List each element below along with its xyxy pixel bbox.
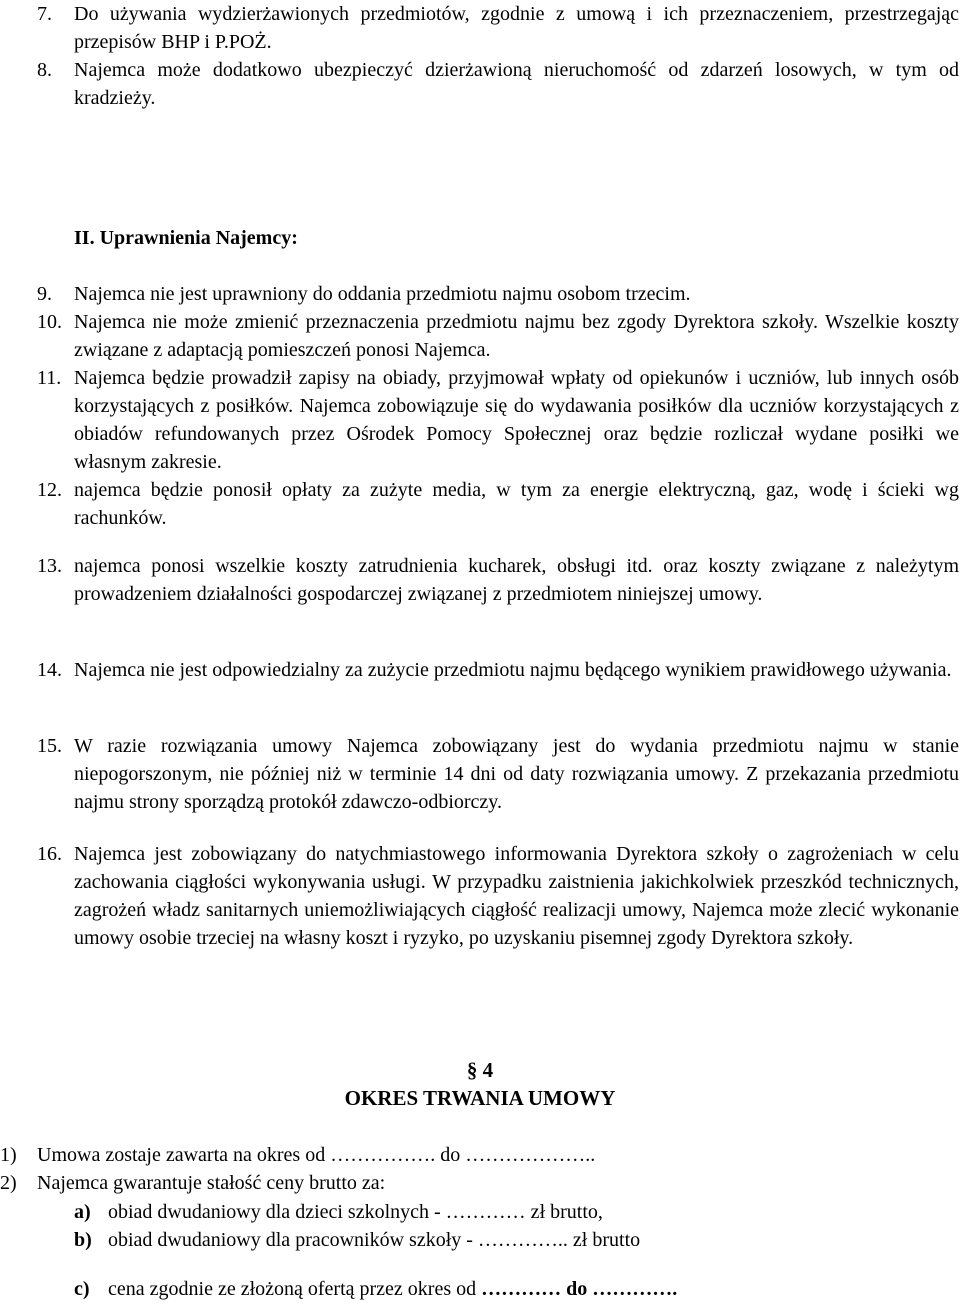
item-text: najemca będzie ponosił opłaty za zużyte media, w tym za energie elektryczną, gaz, wodę i ścieki wg rachunków.	[74, 479, 959, 529]
list-item-12	[37, 476, 959, 532]
item-text: Do używania wydzierżawionych przedmiotów, zgodnie z umową i ich przeznaczeniem, przestrzegając przepisów BHP i P.POŻ.	[74, 3, 959, 53]
price-text-pre: cena zgodnie ze złożoną ofertą przez okres od	[108, 1278, 482, 1300]
item-text: Najemca jest zobowiązany do natychmiastowego informowania Dyrektora szkoły o zagrożeniach w celu zachowania ciągłości wykonywania usługi. W przypadku zaistnienia jakichkolwiek przeszkód technicznych, zagrożeń władz sanitarnych uniemożliwiających ciągłość realizacji umowy, Najemca może zlecić wykonanie umowy osobie trzeciej na własny koszt i ryzyko, po uzyskaniu pisemnej zgody Dyrektora szkoły.	[74, 843, 959, 949]
item-text: Najemca nie jest uprawniony do oddania przedmiotu najmu osobom trzecim.	[74, 283, 691, 305]
item-text: Najemca może dodatkowo ubezpieczyć dzierżawioną nieruchomość od zdarzeń losowych, w tym od kradzieży.	[74, 59, 959, 109]
item-number: 15.	[37, 735, 62, 757]
price-text: obiad dwudaniowy dla dzieci szkolnych - ………… zł brutto,	[108, 1201, 603, 1223]
price-item-b	[74, 1226, 954, 1254]
section-title: OKRES TRWANIA UMOWY	[344, 1086, 616, 1110]
list-item-14	[37, 656, 959, 684]
list-item-11	[37, 364, 959, 476]
list-item-16	[37, 840, 959, 952]
term-item-1	[0, 1141, 959, 1169]
item-text: W razie rozwiązania umowy Najemca zobowiązany jest do wydania przedmiotu najmu w stanie niepogorszonym, nie później niż w terminie 14 dni od daty rozwiązania umowy. Z przekazania przedmiotu najmu strony sporządzą protokół zdawczo-odbiorczy.	[74, 735, 959, 813]
item-text: Najemca nie może zmienić przeznaczenia przedmiotu najmu bez zgody Dyrektora szkoły. Wszelkie koszty związane z adaptacją pomieszczeń ponosi Najemca.	[74, 311, 959, 361]
price-text	[108, 1275, 677, 1303]
item-number: 12.	[37, 479, 62, 501]
list-item-13	[37, 552, 959, 608]
price-text: obiad dwudaniowy dla pracowników szkoły - ………….. zł brutto	[108, 1229, 641, 1251]
item-number: 7.	[37, 3, 52, 25]
item-number: 13.	[37, 555, 62, 577]
item-number: 9.	[37, 283, 52, 305]
list-item-9	[37, 280, 959, 308]
list-item-15	[37, 732, 959, 816]
price-letter: b)	[74, 1229, 92, 1251]
price-item-a	[74, 1198, 954, 1226]
section-heading-rights: II. Uprawnienia Najemcy:	[74, 227, 298, 249]
list-item-8	[37, 56, 959, 112]
term-number: 2)	[0, 1172, 17, 1194]
term-text: Najemca gwarantuje stałość ceny brutto za:	[37, 1172, 386, 1194]
item-number: 8.	[37, 59, 52, 81]
item-number: 14.	[37, 659, 62, 681]
price-letter: c)	[74, 1278, 90, 1300]
list-item-7	[37, 0, 959, 56]
term-item-2	[0, 1169, 959, 1197]
price-item-c	[74, 1275, 954, 1303]
item-text: Najemca będzie prowadził zapisy na obiady, przyjmował wpłaty od opiekunów i uczniów, lub innych osób korzystających z posiłków. Najemca zobowiązuje się do wydawania posiłków dla uczniów korzystających z obiadów refundowanych przez Ośrodek Pomocy Społecznej oraz będzie rozliczał wydane posiłki we własnym zakresie.	[74, 367, 959, 473]
item-number: 10.	[37, 311, 62, 333]
item-number: 11.	[37, 367, 62, 389]
term-number: 1)	[0, 1144, 17, 1166]
item-number: 16.	[37, 843, 62, 865]
list-item-10	[37, 308, 959, 364]
price-letter: a)	[74, 1201, 91, 1223]
item-text: Najemca nie jest odpowiedzialny za zużycie przedmiotu najmu będącego wynikiem prawidłowego używania.	[74, 659, 952, 681]
date-range-placeholder: ………… do ………….	[481, 1278, 678, 1300]
section-symbol: § 4	[466, 1058, 494, 1082]
item-text: najemca ponosi wszelkie koszty zatrudnienia kucharek, obsługi itd. oraz koszty związane z należytym prowadzeniem działalności gospodarczej związanej z przedmiotem niniejszej umowy.	[74, 555, 959, 605]
term-text: Umowa zostaje zawarta na okres od ……………. do ………………..	[37, 1144, 596, 1166]
